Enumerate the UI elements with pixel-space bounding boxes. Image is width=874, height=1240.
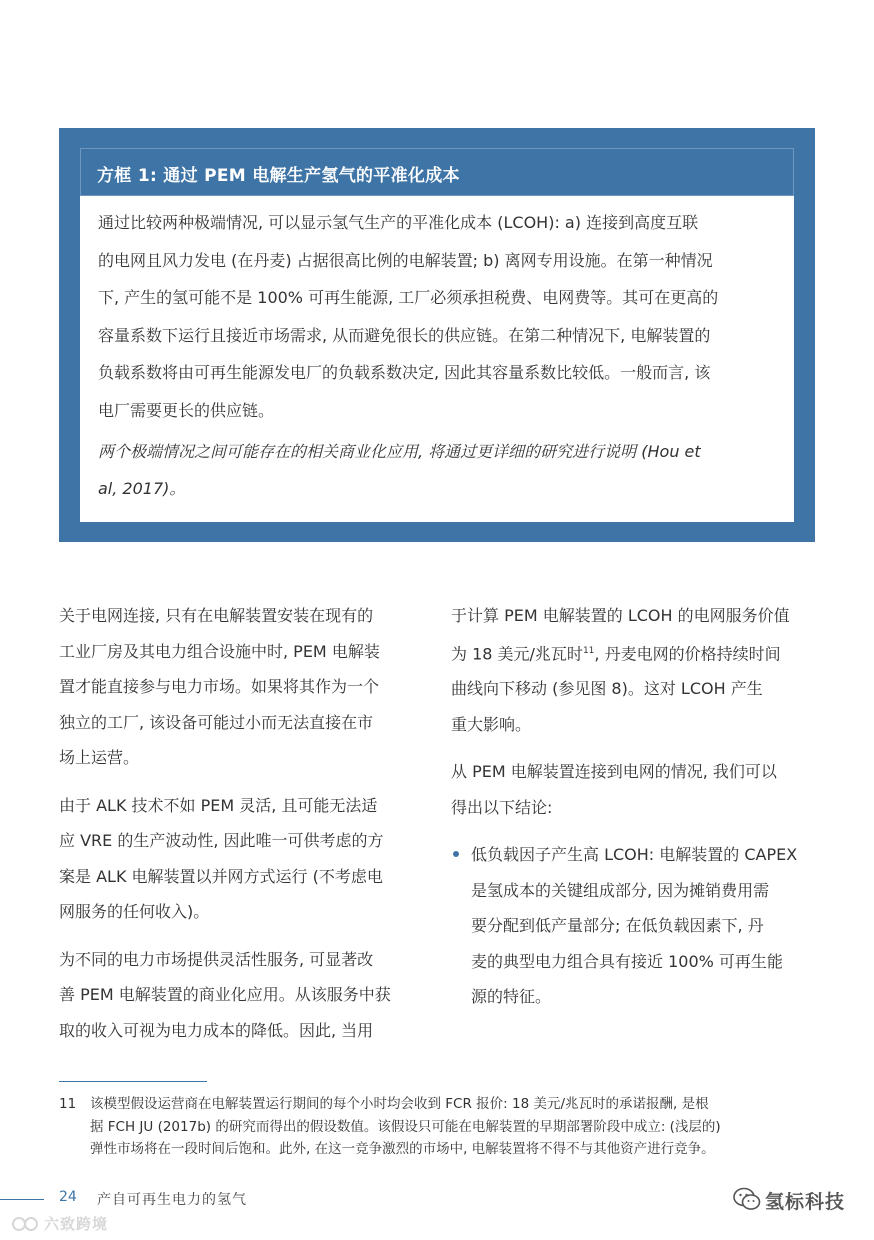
footnote-divider (59, 1081, 207, 1082)
box-line: 负载系数将由可再生能源发电厂的负载系数决定, 因此其容量系数比较低。一般而言, 该 (98, 363, 711, 383)
box-line: 容量系数下运行且接近市场需求, 从而避免很长的供应链。在第二种情况下, 电解装置的 (98, 325, 711, 345)
text-line: 源的特征。 (471, 987, 552, 1007)
text-line: 场上运营。 (59, 748, 140, 767)
text-line: 曲线向下移动 (参见图 8)。这对 LCOH 产生 (451, 679, 763, 699)
text-line: 重大影响。 (451, 714, 532, 734)
box-title: 方框 1: 通过 PEM 电解生产氢气的平准化成本 (80, 148, 794, 196)
bullet-item (451, 837, 817, 1015)
text-line: , 丹麦电网的价格持续时间 (594, 643, 781, 663)
text-line: 为不同的电力市场提供灵活性服务, 可显著改 (59, 949, 374, 969)
footnote-number: 11 (59, 1096, 77, 1112)
text-line: 由于 ALK 技术不如 PEM 灵活, 且可能无法适 (59, 795, 378, 815)
box-italic-line: al, 2017)。 (98, 479, 186, 499)
text-line: 关于电网连接, 只有在电解装置安装在现有的 (59, 606, 374, 625)
text-line: 为 18 美元/兆瓦时 (451, 643, 583, 663)
info-box (59, 128, 815, 542)
watermark (12, 1212, 132, 1236)
footer-divider (0, 1199, 44, 1200)
footnote-line: 据 FCH JU (2017b) 的研究而得出的假设数值。该假设只可能在电解装置的早期部署阶段中成立: (浅层的) (90, 1118, 721, 1135)
footnote-ref[interactable]: 11 (582, 645, 595, 656)
paragraph (451, 754, 817, 825)
text-line: 麦的典型电力组合具有接近 100% 可再生能 (471, 951, 783, 971)
paragraph (59, 942, 425, 1049)
watermark-text: 六致跨境 (44, 1215, 109, 1233)
footer-title: 产自可再生电力的氢气 (97, 1192, 247, 1208)
text-line: 得出以下结论: (451, 797, 553, 817)
brand-name: 氢标科技 (765, 1191, 846, 1213)
box-line: 的电网且风力发电 (在丹麦) 占据很高比例的电解装置; b) 离网专用设施。在第一种情况 (98, 250, 713, 270)
text-line: 要分配到低产量部分; 在低负载因素下, 丹 (471, 916, 764, 936)
footnote-line: 该模型假设运营商在电解装置运行期间的每个小时均会收到 FCR 报价: 18 美元/兆瓦时的承诺报酬, 是根 (90, 1096, 709, 1112)
paragraph (59, 788, 425, 930)
text-line: 应 VRE 的生产波动性, 因此唯一可供考虑的方 (59, 831, 384, 850)
bullet-dot-icon (453, 851, 459, 857)
right-column (451, 598, 817, 1015)
text-line: 于计算 PEM 电解装置的 LCOH 的电网服务价值 (451, 606, 790, 625)
box-body (80, 196, 794, 522)
box-line: 通过比较两种极端情况, 可以显示氢气生产的平准化成本 (LCOH): a) 连接到高度互联 (98, 213, 699, 232)
page-number: 24 (59, 1189, 77, 1205)
watermark-icon (12, 1214, 40, 1234)
text-line: 网服务的任何收入)。 (59, 902, 210, 921)
text-line: 从 PEM 电解装置连接到电网的情况, 我们可以 (451, 762, 777, 782)
text-line: 低负载因子产生高 LCOH: 电解装置的 CAPEX (471, 845, 798, 865)
box-line: 电厂需要更长的供应链。 (98, 400, 275, 420)
wechat-icon (733, 1186, 761, 1212)
text-line: 置才能直接参与电力市场。如果将其作为一个 (59, 677, 380, 696)
box-line: 下, 产生的氢可能不是 100% 可再生能源, 工厂必须承担税费、电网费等。其可在更高的 (98, 288, 719, 308)
text-line: 工业厂房及其电力组合设施中时, PEM 电解装 (59, 641, 380, 661)
paragraph (59, 598, 425, 776)
footnote-line: 弹性市场将在一段时间后饱和。此外, 在这一竞争激烈的市场中, 电解装置将不得不与其他资产进行竞争。 (90, 1141, 715, 1157)
left-column (59, 598, 425, 1060)
text-line: 取的收入可视为电力成本的降低。因此, 当用 (59, 1020, 374, 1040)
paragraph (451, 598, 817, 742)
brand-logo (733, 1184, 863, 1214)
text-line: 善 PEM 电解装置的商业化应用。从该服务中获 (59, 985, 391, 1004)
text-line: 是氢成本的关键组成部分, 因为摊销费用需 (471, 880, 770, 900)
text-line: 案是 ALK 电解装置以并网方式运行 (不考虑电 (59, 866, 383, 886)
box-italic-line: 两个极端情况之间可能存在的相关商业化应用, 将通过更详细的研究进行说明 (Hou et (98, 441, 701, 461)
footnote (59, 1093, 819, 1161)
text-line: 独立的工厂, 该设备可能过小而无法直接在市 (59, 712, 374, 732)
